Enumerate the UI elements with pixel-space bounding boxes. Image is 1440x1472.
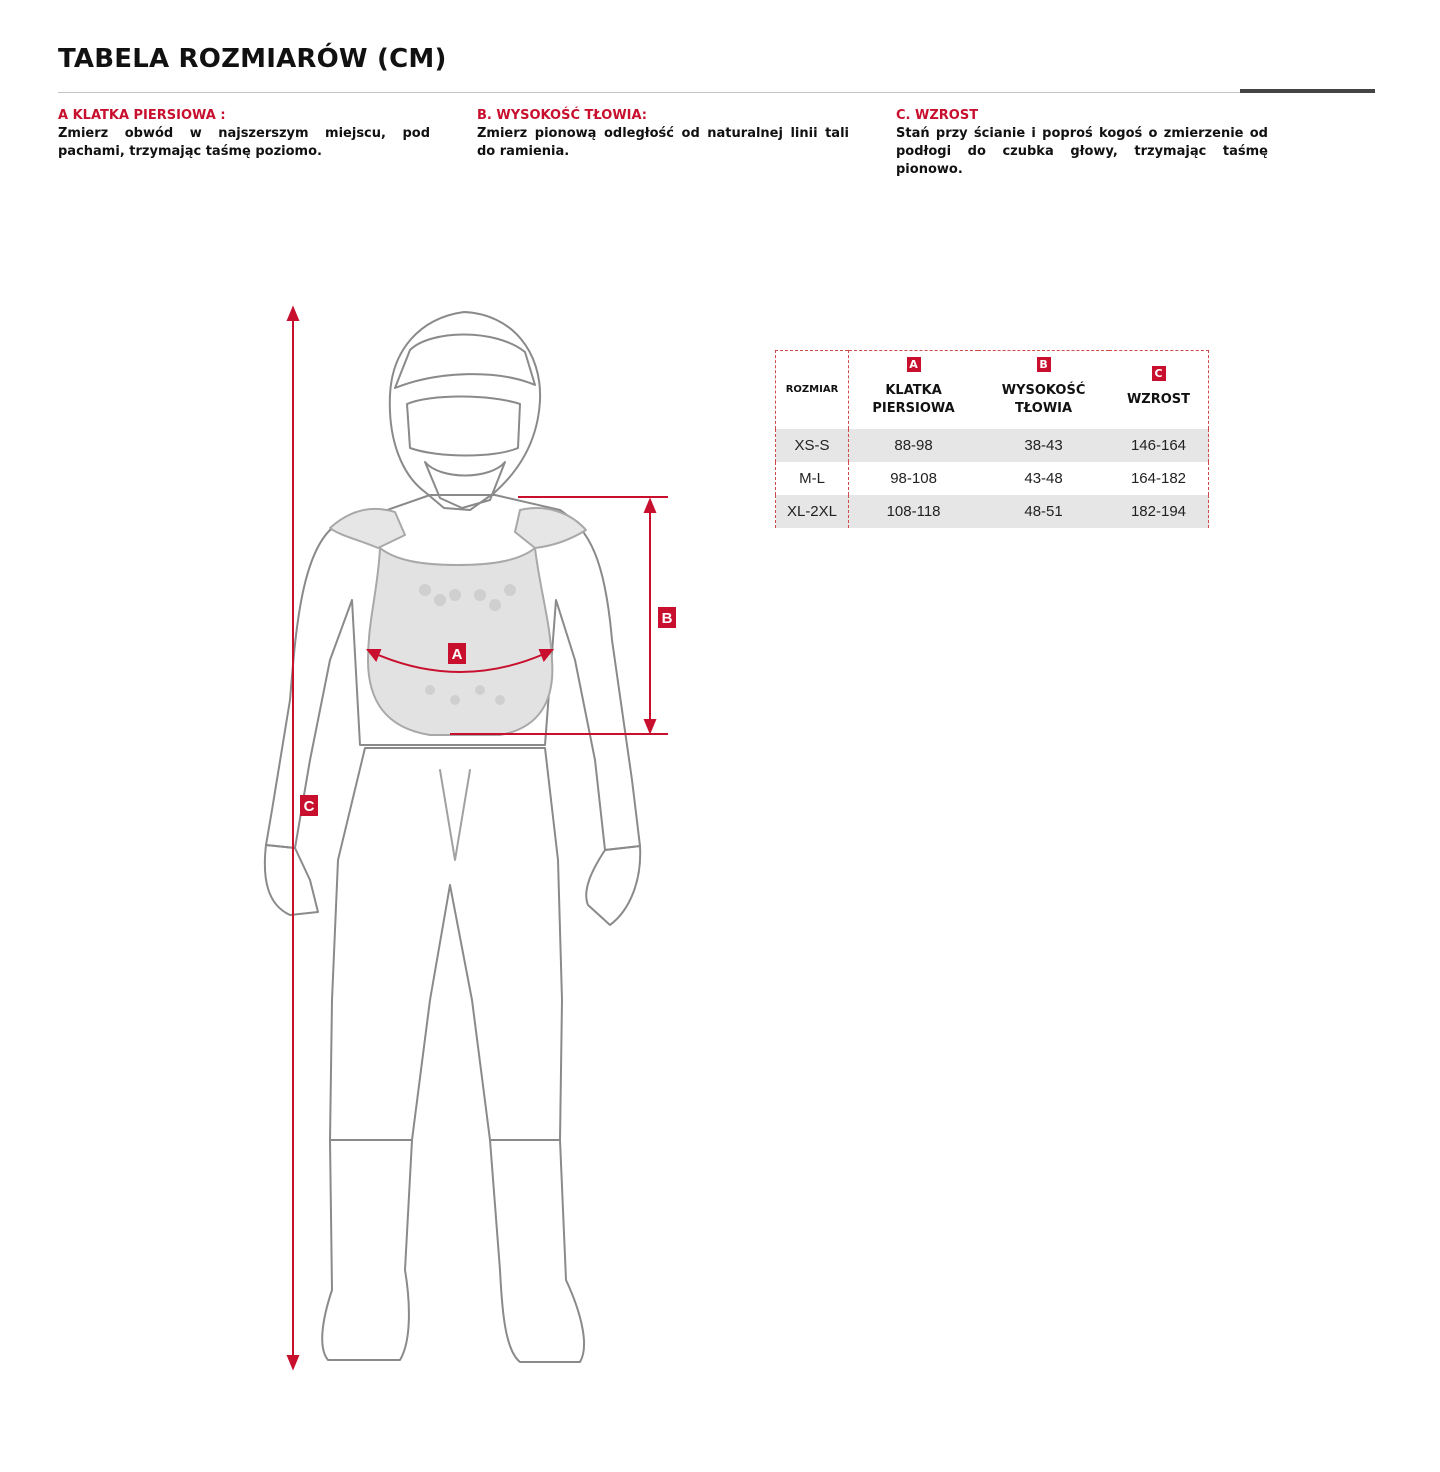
badge-b: B [1037, 357, 1051, 372]
torso-cell: 48-51 [978, 495, 1109, 528]
torso-cell: 43-48 [1024, 470, 1063, 487]
page-title: TABELA ROZMIARÓW (CM) [58, 44, 447, 74]
height-cell: 182-194 [1109, 495, 1209, 528]
size-table-header [776, 351, 1209, 430]
helmet-peak [395, 335, 535, 389]
table-row [776, 495, 1209, 528]
chest-cell: 88-98 [849, 429, 979, 462]
size-column-header: ROZMIAR [776, 351, 849, 430]
column-header-height [1109, 351, 1209, 430]
size-table [775, 350, 1209, 528]
shoulder-pad-left [330, 509, 405, 548]
instruction-height-text: Stań przy ścianie i poproś kogoś o zmierzenie od podłogi do czubka głowy, trzymając taśmę pionowo. [896, 126, 1268, 177]
instruction-chest-text: Zmierz obwód w najszerszym miejscu, pod pachami, trzymając taśmę poziomo. [58, 126, 430, 159]
boot-right [490, 1140, 584, 1362]
column-header-chest-line1: KLATKA [885, 382, 942, 398]
table-row [776, 462, 1209, 495]
instruction-torso-heading: B. WYSOKOŚĆ TŁOWIA: [477, 108, 647, 123]
height-cell: 164-182 [1130, 470, 1187, 487]
height-cell: 146-164 [1109, 429, 1209, 462]
column-header-height-line1: WZROST [1126, 391, 1191, 407]
chest-cell: 108-118 [849, 495, 979, 528]
marker-c: C [303, 798, 315, 815]
instruction-height-heading: C. WZROST [896, 108, 979, 123]
helmet-outline [390, 312, 540, 510]
torso-cell: 38-43 [978, 429, 1109, 462]
marker-b: B [661, 610, 673, 627]
column-header-torso [978, 351, 1109, 430]
shoulder-pad-right [515, 508, 586, 548]
size-cell: M-L [776, 462, 849, 495]
glove-right [586, 846, 640, 925]
instruction-chest-heading: A KLATKA PIERSIOWA : [58, 108, 226, 123]
column-header-chest-line2: PIERSIOWA [872, 400, 955, 416]
size-cell: XS-S [776, 429, 849, 462]
table-row [776, 429, 1209, 462]
glove-left [265, 845, 318, 915]
badge-a: A [907, 357, 921, 372]
instruction-torso-text: Zmierz pionową odległość od naturalnej linii tali do ramienia. [477, 126, 849, 159]
goggles [407, 397, 520, 456]
marker-a: A [451, 646, 463, 663]
column-header-torso-line1: WYSOKOŚĆ [1001, 382, 1086, 398]
chest-protector [368, 548, 552, 735]
boot-left [322, 1140, 412, 1360]
chest-cell: 98-108 [890, 470, 937, 487]
size-cell: XL-2XL [776, 495, 849, 528]
column-header-torso-line2: TŁOWIA [1015, 400, 1073, 416]
badge-c: C [1152, 366, 1166, 381]
column-header-chest [849, 351, 979, 430]
